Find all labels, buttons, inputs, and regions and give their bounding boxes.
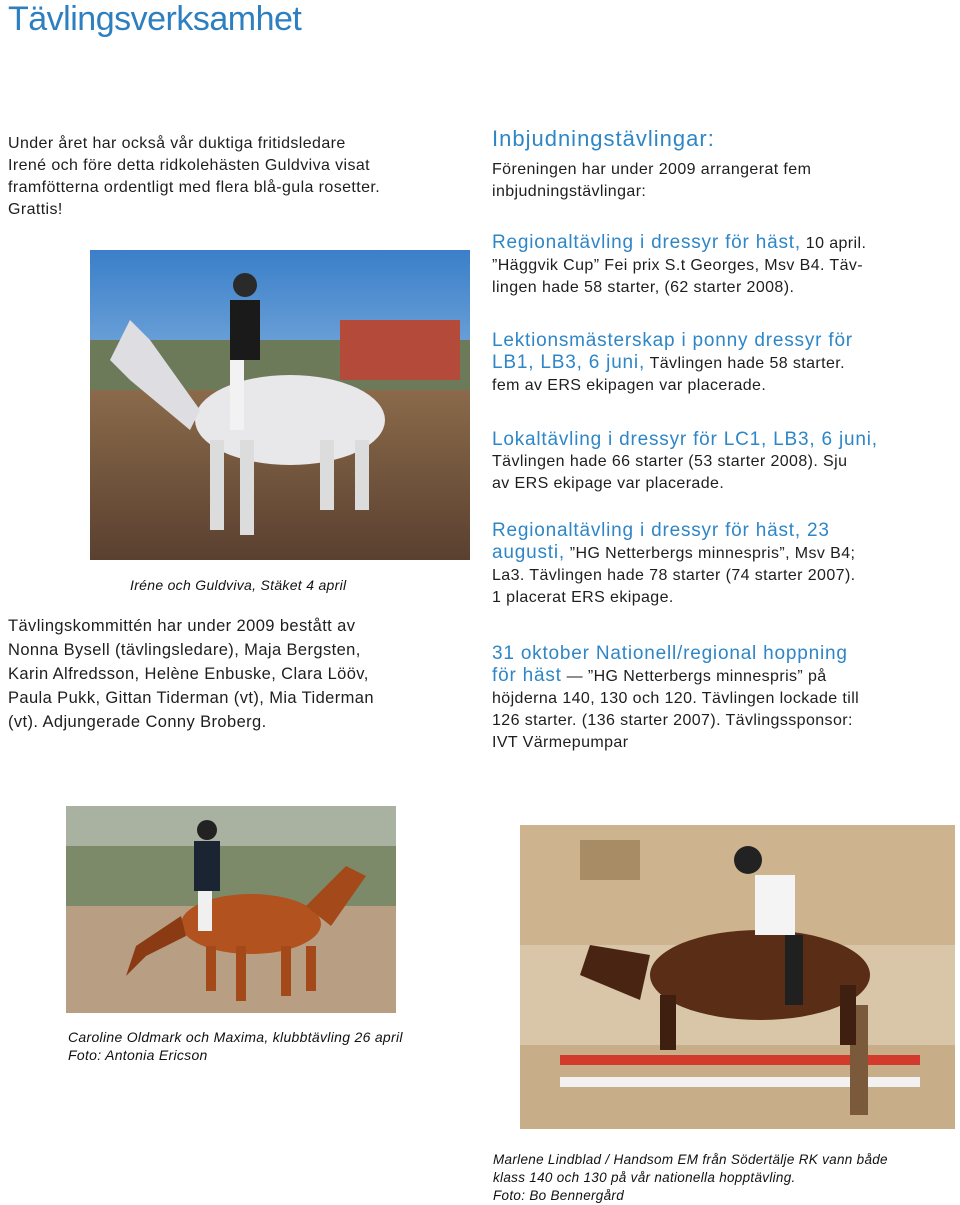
photo-caption: Iréne och Guldviva, Stäket 4 april (130, 577, 347, 593)
photo-show-jumping (520, 825, 955, 1129)
intro-line: Föreningen har under 2009 arrangerat fem (492, 161, 812, 178)
intro-line: inbjudningstävlingar: (492, 183, 647, 200)
caption-line: Foto: Bo Bennergård (493, 1188, 625, 1203)
event-line: Tävlingen hade 66 starter (53 starter 2008). Sju (492, 453, 848, 470)
event-title: 31 oktober Nationell/regional hoppning (492, 643, 848, 664)
photo-chestnut-horse (66, 806, 396, 1013)
event-lesson-championship (492, 330, 954, 397)
event-title: Lektionsmästerskap i ponny dressyr för (492, 330, 853, 351)
section-heading: Inbjudningstävlingar: (492, 126, 715, 151)
intro-paragraph (8, 133, 478, 221)
committee-line: Tävlingskommittén har under 2009 bestått av (8, 617, 356, 635)
committee-line: Paula Pukk, Gittan Tiderman (vt), Mia Tiderman (8, 689, 374, 707)
event-national-jumping (492, 643, 954, 754)
event-detail: ”HG Netterbergs minnespris”, Msv B4; (564, 545, 856, 562)
event-line: 126 starter. (136 starter 2007). Tävlingssponsor: (492, 712, 853, 729)
photo-dressage-horse (90, 250, 470, 560)
photo-caption (68, 1028, 403, 1064)
event-title: Lokaltävling i dressyr för LC1, LB3, 6 juni, (492, 429, 878, 450)
event-title: LB1, LB3, 6 juni, (492, 352, 646, 373)
event-detail: Tävlingen hade 58 starter. (645, 355, 845, 372)
event-regional-dressage-april (492, 232, 954, 299)
event-title: Regionaltävling i dressyr för häst, 23 (492, 520, 830, 541)
event-local-dressage (492, 429, 956, 495)
photo-caption (493, 1151, 888, 1205)
event-line: La3. Tävlingen hade 78 starter (74 starter 2007). (492, 567, 856, 584)
page-title: Tävlingsverksamhet (8, 0, 302, 38)
committee-paragraph (8, 614, 478, 734)
event-line: höjderna 140, 130 och 120. Tävlingen lockade till (492, 690, 860, 707)
event-title: för häst (492, 665, 562, 686)
event-dash: — (561, 668, 588, 685)
intro-line: Under året har också vår duktiga fritidsledare (8, 135, 346, 152)
intro-line: Irené och före detta ridkolehästen Guldviva visat (8, 157, 371, 174)
committee-line: (vt). Adjungerade Conny Broberg. (8, 713, 267, 731)
event-regional-dressage-august (492, 520, 954, 609)
caption-line: Marlene Lindblad / Handsom EM från Södertälje RK vann både (493, 1152, 888, 1167)
caption-line: Foto: Antonia Ericson (68, 1047, 208, 1063)
event-line: fem av ERS ekipagen var placerade. (492, 377, 767, 394)
intro-line: framfötterna ordentligt med flera blå-gula rosetter. (8, 179, 381, 196)
caption-line: Caroline Oldmark och Maxima, klubbtävling 26 april (68, 1029, 403, 1045)
event-line: IVT Värmepumpar (492, 734, 629, 751)
event-line: ”Häggvik Cup” Fei prix S.t Georges, Msv B4. Täv- (492, 257, 864, 274)
committee-line: Nonna Bysell (tävlingsledare), Maja Bergsten, (8, 641, 361, 659)
committee-line: Karin Alfredsson, Helène Enbuske, Clara Lööv, (8, 665, 369, 683)
event-date: 10 april. (800, 235, 867, 252)
caption-line: klass 140 och 130 på vår nationella hopptävling. (493, 1170, 796, 1185)
event-detail: ”HG Netterbergs minnespris” på (587, 668, 827, 685)
event-line: lingen hade 58 starter, (62 starter 2008). (492, 279, 795, 296)
intro-line: Grattis! (8, 201, 63, 218)
event-title: Regionaltävling i dressyr för häst, (492, 232, 801, 253)
event-title: augusti, (492, 542, 565, 563)
invitational-intro (492, 159, 952, 203)
event-line: 1 placerat ERS ekipage. (492, 589, 674, 606)
event-line: av ERS ekipage var placerade. (492, 475, 725, 492)
